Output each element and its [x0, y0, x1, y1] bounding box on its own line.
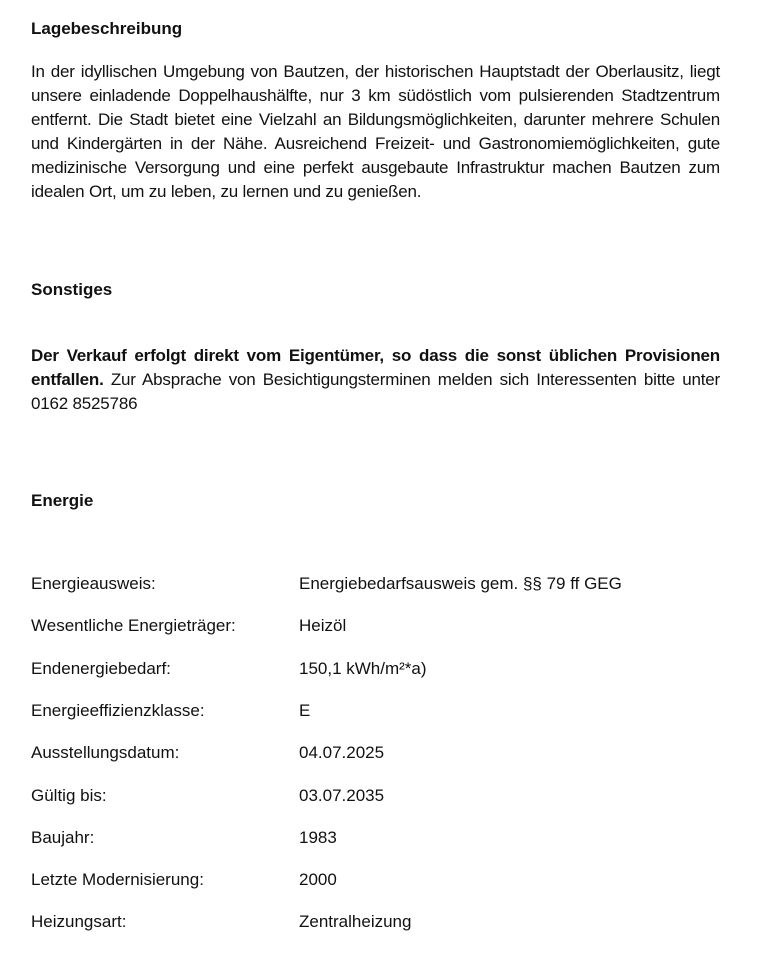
- energie-value: 150,1 kWh/m²*a): [299, 658, 427, 678]
- energie-value: 03.07.2035: [299, 785, 385, 805]
- section-heading-energie: Energie: [31, 491, 94, 510]
- energie-label: Heizungsart:: [31, 912, 127, 932]
- section-heading-lage: Lagebeschreibung: [31, 19, 183, 38]
- sonstiges-text: Zur Absprache von Besichtigungsterminen melden sich Interessenten bitte unter 0162 8525786: [31, 370, 720, 413]
- energie-label: Baujahr:: [31, 827, 95, 847]
- energie-label: Endenergiebedarf:: [31, 658, 171, 678]
- lage-paragraph: In der idyllischen Umgebung von Bautzen, der historischen Hauptstadt der Oberlausitz, liegt unsere einladende Doppelhaushälfte, nur 3 km südöstlich vom pulsierenden Stadtzentrum entfernt. Die Stadt bietet eine Vielzahl an Bildungsmöglichkeiten, darunter mehrere Schulen und Kindergärten in der Nähe. Ausreichend Freizeit- und Gastronomiemöglichkeiten, gute medizinische Versorgung und eine perfekt ausgebaute Infrastruktur machen Bautzen zum idealen Ort, um zu leben, zu lernen und zu genießen.: [31, 62, 720, 201]
- energie-row: [31, 701, 731, 725]
- energie-value: Heizöl: [299, 616, 347, 636]
- energie-row: [31, 574, 731, 598]
- energie-value: E: [299, 700, 311, 720]
- energie-label: Energieausweis:: [31, 574, 156, 593]
- energie-label: Wesentliche Energieträger:: [31, 616, 236, 636]
- energie-value: Energiebedarfsausweis gem. §§ 79 ff GEG: [299, 574, 622, 593]
- energie-row: [31, 743, 731, 767]
- energie-label: Gültig bis:: [31, 785, 107, 805]
- energie-row: [31, 870, 731, 894]
- sonstiges-paragraph: [31, 344, 720, 416]
- energie-value: 1983: [299, 827, 337, 847]
- energie-row: [31, 616, 731, 640]
- sonstiges-bold-text: Der Verkauf erfolgt direkt vom Eigentümer, so dass die sonst üblichen Provisionen entfallen.: [31, 346, 720, 389]
- section-heading-sonstiges: Sonstiges: [31, 280, 113, 299]
- energie-label: Letzte Modernisierung:: [31, 870, 204, 890]
- energie-value: Zentralheizung: [299, 912, 412, 932]
- energie-row: [31, 659, 731, 683]
- energie-row: [31, 912, 731, 936]
- energie-row: [31, 786, 731, 810]
- energie-value: 04.07.2025: [299, 743, 385, 763]
- energie-row: [31, 828, 731, 852]
- energie-label: Ausstellungsdatum:: [31, 743, 180, 763]
- energie-value: 2000: [299, 870, 337, 890]
- energie-label: Energieeffizienzklasse:: [31, 700, 205, 720]
